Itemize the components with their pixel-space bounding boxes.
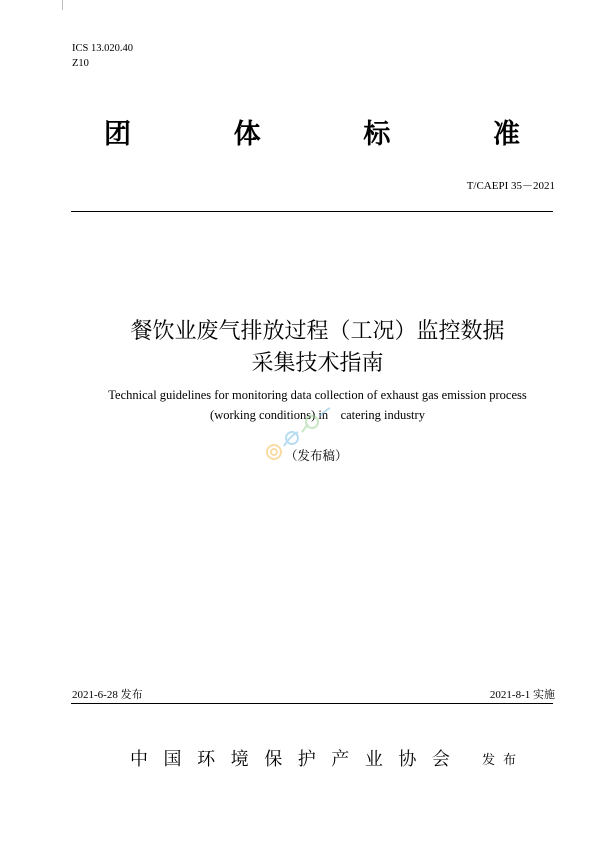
issuer-char: 产 — [331, 749, 350, 770]
top-divider — [71, 211, 553, 212]
english-title-line-2: (working conditions) in catering industry — [210, 408, 425, 422]
issue-char: 布 — [502, 753, 516, 768]
issuer-char: 中 — [130, 749, 148, 770]
bottom-divider — [71, 703, 553, 704]
issuer-char: 业 — [364, 749, 383, 770]
issuer-char: 国 — [163, 749, 182, 770]
chinese-title-line-2: 采集技术指南 — [251, 351, 384, 376]
ccs-code: Z10 — [72, 58, 89, 69]
issuer-char: 会 — [431, 749, 450, 770]
issuer-char: 护 — [297, 749, 316, 770]
issuer-char: 境 — [230, 749, 249, 770]
chinese-title-line-1: 餐饮业废气排放过程（工况）监控数据 — [130, 319, 505, 344]
issue-char: 发 — [482, 753, 496, 768]
ics-code: ICS 13.020.40 — [72, 43, 133, 54]
standard-type-title — [104, 114, 520, 148]
corner-crop-mark — [62, 0, 63, 10]
publish-date: 2021-6-28 发布 — [72, 689, 143, 701]
standard-type-char: 体 — [233, 118, 261, 150]
chinese-title — [40, 316, 595, 380]
standard-number: T/CAEPI 35－2021 — [466, 180, 555, 192]
issuer-char: 环 — [197, 749, 216, 770]
issuer-char: 保 — [264, 749, 283, 770]
issue-label — [482, 749, 516, 768]
standard-type-char: 准 — [492, 118, 520, 150]
draft-label: （发布稿） — [285, 449, 348, 463]
implement-date: 2021-8-1 实施 — [489, 689, 555, 701]
issuing-organization — [130, 745, 450, 771]
standard-type-char: 团 — [104, 118, 131, 150]
english-title-line-1: Technical guidelines for monitoring data collection of exhaust gas emission process — [108, 388, 527, 402]
standard-type-char: 标 — [363, 118, 391, 150]
issuer-char: 协 — [398, 749, 417, 770]
